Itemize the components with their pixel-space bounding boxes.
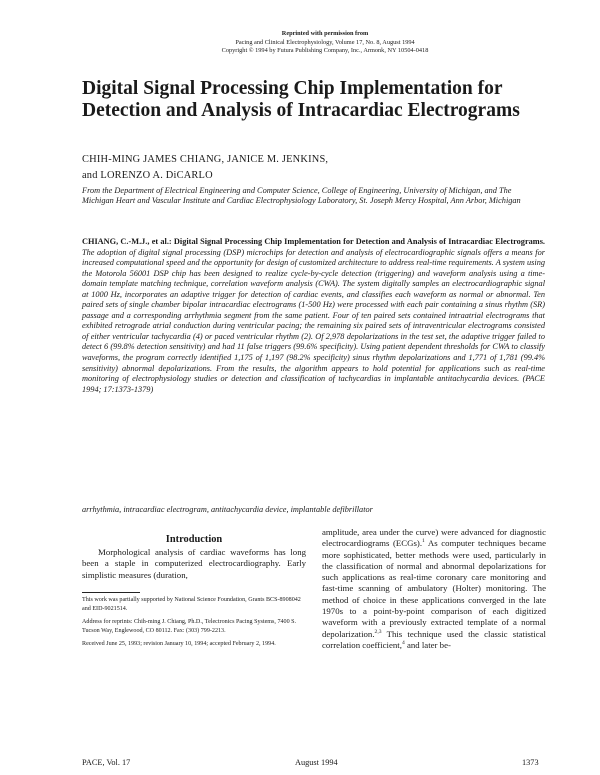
reprint-line-3: Copyright © 1994 by Futura Publishing Company, Inc., Armonk, NY 10504-0418	[221, 47, 429, 55]
intro-right-text-2: As computer techniques became more sophisticated, better methods were used, particularly in the classification of normal and abnormal depolarizations for such applications as real-time coronary care monitoring and fast-time scanning of ambulatory (Holter) monitoring. The method of choice in these applications converged in the late 1970s to a point-by-point comparison of each digitized waveform with a previously extracted template of a normal depolarization.	[322, 538, 546, 639]
left-column	[82, 520, 306, 581]
author-list	[82, 152, 542, 184]
citation-3: 4	[401, 640, 405, 647]
intro-right-text-1: amplitude, area under the curve) were advanced for diagnostic electrocardiograms (ECGs).	[322, 527, 546, 549]
abstract	[82, 237, 545, 395]
paper-title: Digital Signal Processing Chip Implementation for Detection and Analysis of Intracardiac Electrograms	[82, 78, 520, 121]
citation-1: 1	[422, 538, 425, 545]
intro-right-text-3: This technique used the classic statistical correlation coefficient,	[322, 628, 546, 650]
author-line-2: and LORENZO A. DiCARLO	[82, 170, 213, 181]
footer-journal: PACE, Vol. 17	[82, 758, 131, 767]
reprint-line-2: Pacing and Clinical Electrophysiology, Volume 17, No. 8, August 1994	[235, 38, 415, 46]
intro-right-text-4: and later be-	[404, 639, 451, 650]
footnote-funding: This work was partially supported by National Science Foundation, Grants BCS-8908042 and EID-9021514.	[82, 597, 301, 612]
author-line-1: CHIH-MING JAMES CHIANG, JANICE M. JENKINS,	[82, 154, 329, 165]
intro-paragraph-right	[322, 527, 546, 651]
abstract-lead: CHIANG, C.-M.J., et al.: Digital Signal Processing Chip Implementation for Detection and Analysis of Intracardiac Electrograms.	[82, 237, 545, 246]
reprint-notice	[175, 30, 475, 56]
keywords: arrhythmia, intracardiac electrogram, antitachycardia device, implantable defibrillator	[82, 505, 373, 514]
reprint-line-1: Reprinted with permission from	[281, 30, 369, 37]
citation-2: 2,3	[374, 628, 382, 635]
footer-page-number: 1373	[522, 758, 539, 767]
footnote-divider	[82, 592, 140, 593]
intro-paragraph-left: Morphological analysis of cardiac waveforms has long been a staple in computerized electrocardiography. Early simplistic measures (duration,	[82, 547, 306, 580]
right-column	[322, 520, 546, 651]
footnotes	[82, 596, 306, 654]
footer-date: August 1994	[295, 758, 338, 767]
footnote-reprints: Address for reprints: Chih-ming J. Chiang, Ph.D., Telectronics Pacing Systems, 7400 S. Tucson Way, Englewood, CO 80112. Fax: (303) 799-2213.	[82, 619, 297, 634]
abstract-body: The adoption of digital signal processing (DSP) microchips for detection and analysis of electrocardiographic signals offers a means for increased computational speed and the opportunity for design of customized architecture to address real-time requirements. A system using the Motorola 56001 DSP chip has been designed to realize cycle-by-cycle detection (triggering) and waveform analysis using a time-domain template matching technique, correlation waveform analysis (CWA). The system digitally samples an electrocardiographic signal at 1000 Hz, incorporates an adaptive trigger for detection of cardiac events, and classifies each waveform as normal or abnormal. Ten paired sets of single chamber bipolar intracardiac electrograms (1-500 Hz) were processed with each pair containing a sinus rhythm (SR) passage and a corresponding arrhythmia segment from the same patient. Four of ten paired sets contained intraatrial electrograms that exhibited retrograde atrial conduction during ventricular pacing; the remaining six paired sets of intraventricular electrograms consisted of either ventricular tachycardia (4) or paced ventricular rhythm (2). Of 2,978 depolarizations in the test set, the adaptive trigger failed to detect 6 (99.8% detection sensitivity) and had 11 false triggers (99.6% specificity). Using patient dependent thresholds for CWA to classify waveforms, the program correctly identified 1,175 of 1,197 (98.2% specificity) sinus rhythm depolarizations and 1,771 of 1,781 (99.4% sensitivity) abnormal depolarizations. From the results, the algorithm appears to hold potential for applications such as real-time monitoring of electrophysiology studies or detection and classification of tachycardias in implantable antitachycardia devices. (PACE 1994; 17:1373-1379)	[82, 247, 545, 394]
section-heading-introduction: Introduction	[165, 534, 223, 545]
footnote-received: Received June 25, 1993; revision January 10, 1994; accepted February 2, 1994.	[82, 641, 276, 647]
affiliation: From the Department of Electrical Engineering and Computer Science, College of Engineering, University of Michigan, and The Michigan Heart and Vascular Institute and Cardiac Electrophysiology Laboratory, St. Joseph Mercy Hospital, Ann Arbor, Michigan	[82, 186, 521, 206]
